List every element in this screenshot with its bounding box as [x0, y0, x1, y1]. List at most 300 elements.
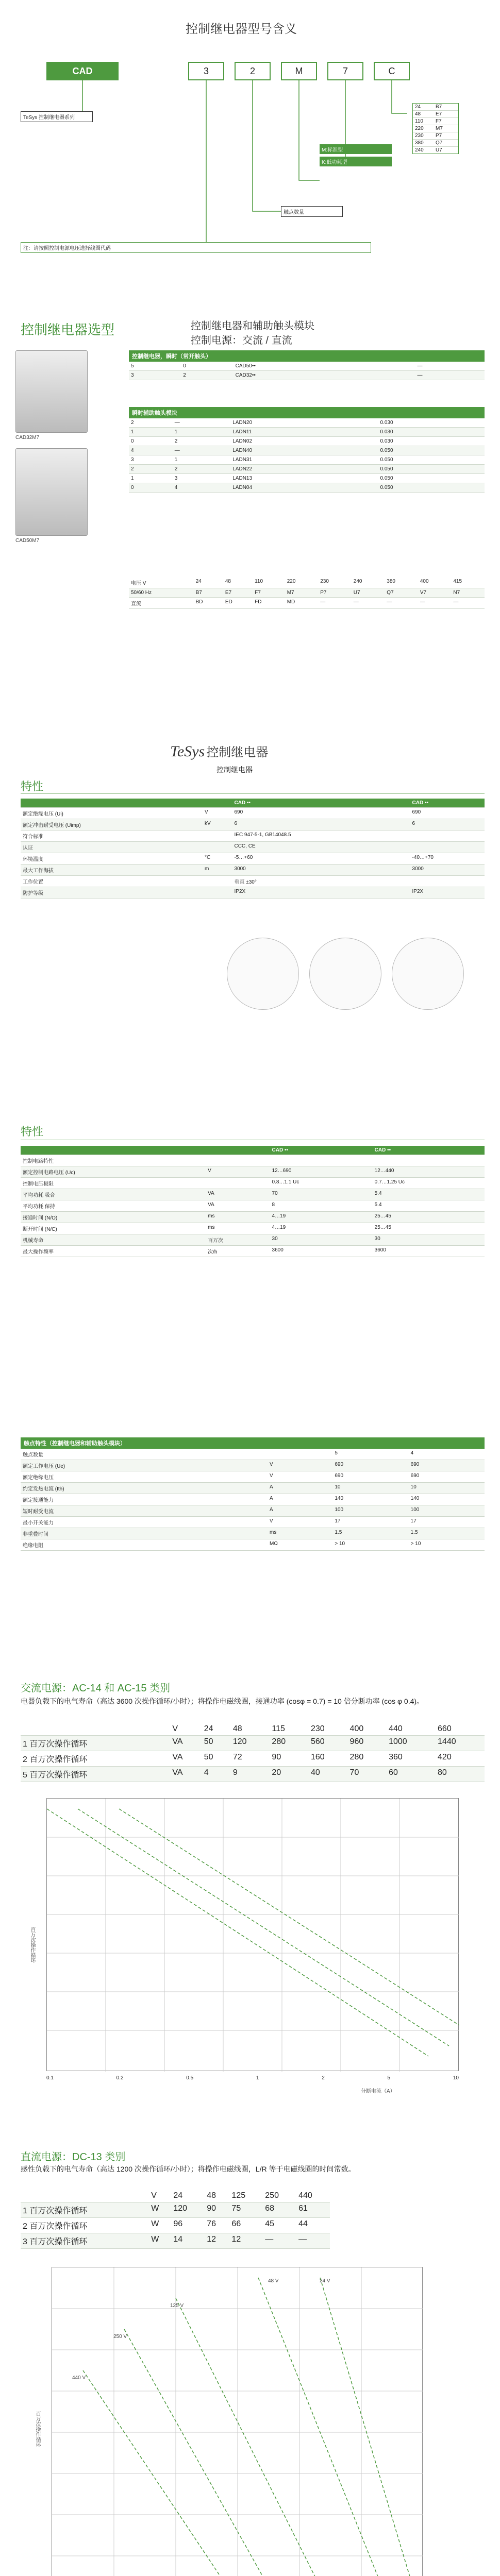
- mounting-position-drawing: [227, 938, 299, 1010]
- cell: 4…19: [270, 1212, 373, 1223]
- cell: 380: [385, 577, 418, 588]
- cell: 360: [387, 1751, 436, 1767]
- cell: 最小开关能力: [21, 1517, 268, 1528]
- cell: 2: [129, 418, 173, 428]
- cell: [410, 831, 485, 842]
- coil-code-volt: 24: [415, 104, 421, 110]
- cell: M7: [285, 588, 319, 598]
- model-code-part-2: 2: [235, 62, 271, 80]
- header-cell: CAD ••: [270, 1146, 373, 1155]
- relay-photo-cad50-label: CAD50M7: [15, 538, 40, 544]
- cell: E7: [223, 588, 253, 598]
- cell: 48: [231, 1723, 270, 1736]
- cell: 2: [129, 465, 173, 474]
- spec2-section: [0, 1113, 500, 1412]
- cell: 额定绝缘电压: [21, 1471, 268, 1483]
- cell: —: [451, 598, 485, 609]
- coil-code-row: [413, 125, 458, 132]
- table-row: [129, 437, 485, 446]
- tesys-title: 控制继电器: [206, 745, 269, 759]
- cell: 1: [129, 428, 173, 437]
- cell: 2 百万次操作循环: [21, 1751, 170, 1767]
- cell: LADN22: [230, 465, 378, 474]
- cell: 0.030: [378, 428, 485, 437]
- table-row: [129, 362, 485, 371]
- coil-code-row: [413, 111, 458, 118]
- table-row: [21, 1234, 485, 1246]
- table-row: [129, 418, 485, 428]
- table-row: [21, 887, 485, 899]
- coil-code-code: P7: [436, 133, 442, 139]
- spec3-table-body: [21, 1449, 485, 1551]
- cell: 690: [409, 1460, 485, 1471]
- cell: 3600: [270, 1246, 373, 1257]
- cell: CCC, CE: [232, 842, 410, 853]
- cell: 平均功耗 吸合: [21, 1189, 206, 1200]
- coil-code-row: [413, 132, 458, 140]
- cell: 68: [263, 2202, 296, 2218]
- spec2-table: [21, 1146, 485, 1257]
- table-row: [129, 588, 485, 598]
- cell: 直流: [129, 598, 194, 609]
- coil-code-volt: 110: [415, 118, 423, 124]
- relay-photo-cad32: [15, 350, 88, 433]
- cell: 14: [171, 2233, 205, 2249]
- cell: 24: [171, 2190, 205, 2202]
- ac15-chart-xlabel: 分断电流（A）: [361, 2089, 395, 2094]
- cell: 690: [332, 1460, 408, 1471]
- table-row: [21, 1155, 485, 1166]
- dc13-line-label: 48 V: [268, 2278, 279, 2284]
- cell: 1: [173, 428, 230, 437]
- cell: 100: [332, 1505, 408, 1517]
- cell: 3: [129, 371, 181, 380]
- table-row: [21, 1494, 485, 1505]
- cell: —: [173, 418, 230, 428]
- cell: 控制电路特性: [21, 1155, 206, 1166]
- cell: [203, 842, 232, 853]
- cell: 690: [410, 808, 485, 819]
- cell: 额定绝缘电压 (Ui): [21, 808, 203, 819]
- cell: 280: [270, 1736, 309, 1751]
- cell: 0: [129, 437, 173, 446]
- cell: 70: [270, 1189, 373, 1200]
- cell: 45: [263, 2218, 296, 2233]
- cell: > 10: [332, 1539, 408, 1551]
- spec3-section: [0, 1427, 500, 1674]
- dc13-curve: [124, 2329, 269, 2576]
- ac15-desc: 电器负载下的电气寿命（高达 3600 次操作循环/小时）；将操作电磁线圈，接通功率 (cosφ = 0.7) = 10 倍分断功率 (cos φ 0.4)。: [21, 1697, 424, 1705]
- cell: LADN20: [230, 418, 378, 428]
- cell: IP2X: [232, 887, 410, 899]
- cell: F7: [253, 588, 285, 598]
- cell: 百万次: [206, 1234, 270, 1246]
- cell: 75: [229, 2202, 263, 2218]
- coil-code-code: M7: [436, 126, 443, 131]
- mounting-position-drawing: [309, 938, 381, 1010]
- cell: V7: [418, 588, 452, 598]
- coil-code-code: B7: [436, 104, 442, 110]
- cell: 115: [270, 1723, 309, 1736]
- dc13-curve: [258, 2278, 382, 2576]
- cell: W: [149, 2218, 171, 2233]
- spec3-bar: 触点特性（控制继电器和辅助触头模块）: [21, 1437, 485, 1449]
- cell: 140: [332, 1494, 408, 1505]
- cell: 垂直 ±30°: [232, 876, 410, 887]
- cell: IEC 947-5-1, GB14048.5: [232, 831, 410, 842]
- cell: VA: [170, 1751, 202, 1767]
- cell: CAD50••: [234, 362, 415, 371]
- aux-table: [129, 407, 485, 493]
- cell: 1: [129, 474, 173, 483]
- spec1-table-body: [21, 799, 485, 899]
- cell: CAD32••: [234, 371, 415, 380]
- coil-code-row: [413, 140, 458, 147]
- coil-code-volt: 240: [415, 147, 424, 153]
- header-cell: [203, 799, 232, 808]
- ac15-table: [21, 1723, 485, 1782]
- ac15-chart-xticks: [46, 2075, 459, 2081]
- cell: 48: [223, 577, 253, 588]
- cell: ms: [206, 1212, 270, 1223]
- coil-code-code: F7: [436, 118, 442, 124]
- cell: ms: [206, 1223, 270, 1234]
- dc13-line-label: 250 V: [113, 2334, 127, 2340]
- cell: 平均功耗 保持: [21, 1200, 206, 1212]
- spec2-heading: 特性: [21, 1125, 44, 1138]
- coil-code-row: [413, 104, 458, 111]
- cell: ED: [223, 598, 253, 609]
- cell: 660: [436, 1723, 485, 1736]
- cell: 5.4: [373, 1189, 485, 1200]
- cell: 90: [205, 2202, 229, 2218]
- table-row: [21, 1767, 485, 1782]
- cell: 50: [202, 1751, 231, 1767]
- cell: V: [149, 2190, 171, 2202]
- cell: 0.050: [378, 465, 485, 474]
- spec2-table-body: [21, 1146, 485, 1257]
- cell: 防护等级: [21, 887, 203, 899]
- table-row: [21, 1505, 485, 1517]
- cell: MD: [285, 598, 319, 609]
- cell: IP2X: [410, 887, 485, 899]
- coil-code-volt: 220: [415, 126, 424, 131]
- relay-table-body: [129, 362, 485, 380]
- table-row: [21, 1471, 485, 1483]
- cell: 50: [202, 1736, 231, 1751]
- ac15-curve: [78, 1809, 449, 2046]
- table-row: [21, 1751, 485, 1767]
- table-row: [21, 1246, 485, 1257]
- tick-label: 2: [322, 2075, 325, 2081]
- cell: 220: [285, 577, 319, 588]
- cell: 280: [348, 1751, 387, 1767]
- dc13-curve: [320, 2278, 413, 2576]
- cell: —: [415, 371, 485, 380]
- table-row: [21, 1460, 485, 1471]
- table-row: [21, 1483, 485, 1494]
- cell: 120: [171, 2202, 205, 2218]
- cell: 4: [129, 446, 173, 455]
- model-code-part-7: 7: [327, 62, 363, 80]
- cell: 4: [173, 483, 230, 493]
- cell: 24: [194, 577, 223, 588]
- cell: [21, 1723, 170, 1736]
- cell: 50/60 Hz: [129, 588, 194, 598]
- relay-photo-cad50: [15, 448, 88, 536]
- table-row: [21, 1539, 485, 1551]
- tick-label: 1: [256, 2075, 259, 2081]
- cell: V: [268, 1471, 332, 1483]
- model-code-title: 控制继电器型号含义: [186, 22, 297, 36]
- model-code-part-m: M: [281, 62, 317, 80]
- cell: 0.050: [378, 455, 485, 465]
- cell: [203, 831, 232, 842]
- model-code-prefix-label: TeSys 控制继电器系列: [21, 111, 93, 122]
- table-row: [21, 1736, 485, 1751]
- cell: 17: [332, 1517, 408, 1528]
- cell: [268, 1449, 332, 1460]
- mounting-position-drawing: [392, 938, 464, 1010]
- cell: 4: [409, 1449, 485, 1460]
- table-row: [21, 1178, 485, 1189]
- table-row: [21, 842, 485, 853]
- cell: VA: [206, 1189, 270, 1200]
- tesys-subtitle: 控制继电器: [216, 766, 253, 774]
- selection-heading: 控制继电器选型: [21, 322, 115, 337]
- cell: 3600: [373, 1246, 485, 1257]
- relay-table-bar: 控制继电器，瞬时（常开触头）: [129, 350, 485, 362]
- cell: A: [268, 1494, 332, 1505]
- dc13-line-label: 440 V: [72, 2375, 86, 2381]
- dc13-chart: [52, 2267, 423, 2576]
- cell: [410, 876, 485, 887]
- cell: 12: [205, 2233, 229, 2249]
- model-code-section: [0, 15, 500, 263]
- cell: A: [268, 1483, 332, 1494]
- tick-label: 0.1: [46, 2075, 54, 2081]
- cell: 5.4: [373, 1200, 485, 1212]
- cell: MΩ: [268, 1539, 332, 1551]
- table-row: [21, 1449, 485, 1460]
- cell: 25…45: [373, 1223, 485, 1234]
- cell: 230: [318, 577, 352, 588]
- cell: 10: [332, 1483, 408, 1494]
- cell: 1.5: [332, 1528, 408, 1539]
- model-code-contact-note: 触点数量: [281, 206, 343, 217]
- cell: 420: [436, 1751, 485, 1767]
- cell: 415: [451, 577, 485, 588]
- cell: V: [206, 1166, 270, 1178]
- cell: 1440: [436, 1736, 485, 1751]
- cell: 0.030: [378, 437, 485, 446]
- model-code-note: 注：请按照控制电源电压选择线圈代码: [21, 242, 371, 253]
- table-row: [21, 2218, 330, 2233]
- cell: 0.050: [378, 474, 485, 483]
- cell: 最大操作频率: [21, 1246, 206, 1257]
- cell: ms: [268, 1528, 332, 1539]
- table-row: [129, 577, 485, 588]
- cell: 2: [173, 437, 230, 446]
- ac15-chart-ylabel: 百万次操作循环: [29, 1927, 35, 1963]
- cell: 12…690: [270, 1166, 373, 1178]
- cell: 认证: [21, 842, 203, 853]
- cell: 0.030: [378, 418, 485, 428]
- aux-table-bar: 瞬时辅助触头模块: [129, 407, 485, 418]
- cell: 0: [129, 483, 173, 493]
- model-code-part-3: 3: [188, 62, 224, 80]
- cell: [410, 842, 485, 853]
- cell: [373, 1155, 485, 1166]
- table-row: [21, 1189, 485, 1200]
- cell: 30: [270, 1234, 373, 1246]
- cell: —: [415, 362, 485, 371]
- ac15-section: [0, 1680, 500, 2143]
- cell: VA: [206, 1200, 270, 1212]
- cell: 1: [173, 455, 230, 465]
- cell: 140: [409, 1494, 485, 1505]
- cell: 61: [296, 2202, 330, 2218]
- table-row: [129, 598, 485, 609]
- cell: 0.050: [378, 446, 485, 455]
- cell: 250: [263, 2190, 296, 2202]
- cell: 5: [332, 1449, 408, 1460]
- cell: 60: [387, 1767, 436, 1782]
- cell: LADN40: [230, 446, 378, 455]
- cell: 短时耐受电流: [21, 1505, 268, 1517]
- cell: 30: [373, 1234, 485, 1246]
- cell: V: [170, 1723, 202, 1736]
- cell: 次/h: [206, 1246, 270, 1257]
- table-row: [21, 1212, 485, 1223]
- cell: 2: [181, 371, 233, 380]
- cell: [203, 876, 232, 887]
- cell: 1.5: [409, 1528, 485, 1539]
- table-row: [21, 831, 485, 842]
- dc13-section: [0, 2143, 500, 2576]
- cell: 断开时间 (N/C): [21, 1223, 206, 1234]
- cell: m: [203, 865, 232, 876]
- cell: —: [263, 2233, 296, 2249]
- cell: 72: [231, 1751, 270, 1767]
- table-row: [129, 371, 485, 380]
- cell: 440: [387, 1723, 436, 1736]
- voltage-code-table: [129, 577, 485, 609]
- aux-table-body: [129, 418, 485, 493]
- cell: 符合标准: [21, 831, 203, 842]
- cell: -5…+60: [232, 853, 410, 865]
- cell: 3: [129, 455, 173, 465]
- cell: LADN13: [230, 474, 378, 483]
- cell: B7: [194, 588, 223, 598]
- selection-sub2: 控制电源：交流 / 直流: [191, 335, 292, 346]
- coil-code-code: U7: [436, 147, 442, 153]
- table-row: [21, 2202, 330, 2218]
- cell: [206, 1155, 270, 1166]
- spec3-table: [21, 1437, 485, 1551]
- coil-code-row: [413, 147, 458, 154]
- coil-code-table: [412, 103, 459, 154]
- cell: 25…45: [373, 1212, 485, 1223]
- cell: 额定工作电压 (Ue): [21, 1460, 268, 1471]
- table-row: [21, 1166, 485, 1178]
- cell: 690: [332, 1471, 408, 1483]
- cell: [21, 2190, 149, 2202]
- cell: 0.8…1.1 Uc: [270, 1178, 373, 1189]
- table-header-row: [21, 1146, 485, 1155]
- cell: 66: [229, 2218, 263, 2233]
- cell: 440: [296, 2190, 330, 2202]
- header-cell: CAD ••: [373, 1146, 485, 1155]
- table-row: [21, 819, 485, 831]
- tesys-section: [0, 742, 500, 1103]
- coil-code-volt: 48: [415, 111, 421, 117]
- cell: [203, 887, 232, 899]
- header-cell: CAD ••: [410, 799, 485, 808]
- cell: —: [352, 598, 385, 609]
- table-row: [129, 446, 485, 455]
- table-row: [21, 1517, 485, 1528]
- cell: 9: [231, 1767, 270, 1782]
- cell: 3000: [410, 865, 485, 876]
- coil-code-volt: 380: [415, 140, 424, 146]
- dc13-curve: [176, 2298, 320, 2576]
- cell: 5: [129, 362, 181, 371]
- cell: 约定发热电流 (Ith): [21, 1483, 268, 1494]
- dc13-line-label: 125 V: [170, 2303, 184, 2309]
- cell: LADN02: [230, 437, 378, 446]
- cell: 3000: [232, 865, 410, 876]
- divider: [21, 793, 485, 794]
- selection-sub1: 控制继电器和辅助触头模块: [191, 320, 314, 332]
- dc13-title: 直流电源：DC-13 类别: [21, 2151, 126, 2163]
- cell: 0: [181, 362, 233, 371]
- cell: —: [385, 598, 418, 609]
- cell: 240: [352, 577, 385, 588]
- cell: 4: [202, 1767, 231, 1782]
- cell: LADN31: [230, 455, 378, 465]
- spec1-table: [21, 799, 485, 899]
- selection-section: [0, 268, 500, 732]
- cell: BD: [194, 598, 223, 609]
- ac15-chart-svg: [47, 1799, 459, 2072]
- cell: Q7: [385, 588, 418, 598]
- cell: 20: [270, 1767, 309, 1782]
- cell: 额定冲击耐受电压 (Uimp): [21, 819, 203, 831]
- cell: —: [318, 598, 352, 609]
- voltage-code-table-body: [129, 577, 485, 609]
- cell: 触点数量: [21, 1449, 268, 1460]
- ac15-table-body: [21, 1723, 485, 1782]
- cell: 2: [173, 465, 230, 474]
- table-row: [21, 1528, 485, 1539]
- cell: 560: [309, 1736, 348, 1751]
- cell: 2 百万次操作循环: [21, 2218, 149, 2233]
- cell: LADN04: [230, 483, 378, 493]
- cell: LADN11: [230, 428, 378, 437]
- cell: [270, 1155, 373, 1166]
- cell: 44: [296, 2218, 330, 2233]
- header-cell: [206, 1146, 270, 1155]
- table-row: [21, 1200, 485, 1212]
- cell: 12: [229, 2233, 263, 2249]
- tick-label: 5: [387, 2075, 391, 2081]
- tick-label: 0.2: [116, 2075, 124, 2081]
- cell: 6: [232, 819, 410, 831]
- table-row: [21, 853, 485, 865]
- tick-label: 10: [453, 2075, 459, 2081]
- tesys-title-line: [170, 742, 268, 760]
